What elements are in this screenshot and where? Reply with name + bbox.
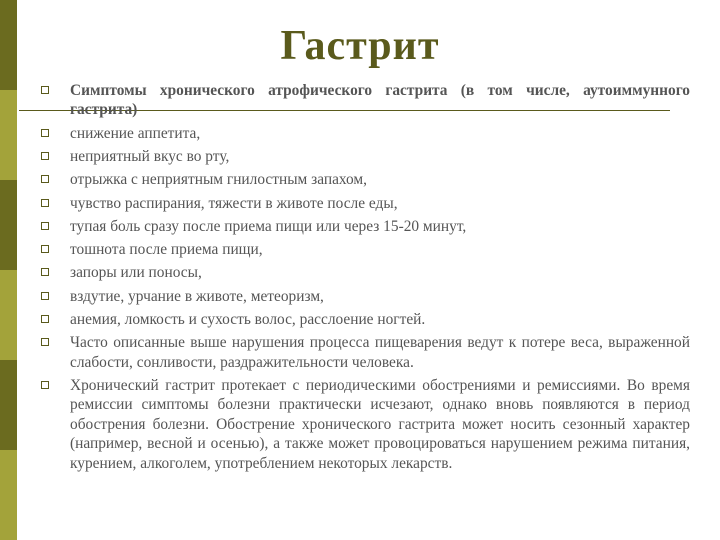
square-bullet-icon [41, 315, 49, 323]
decorative-side-bar [0, 0, 17, 540]
square-bullet-icon [41, 222, 49, 230]
square-bullet-icon [41, 199, 49, 207]
list-item [40, 170, 690, 189]
list-item-text: запоры или поносы, [70, 264, 202, 282]
list-item [40, 194, 690, 213]
square-bullet-icon [41, 338, 49, 346]
square-bullet-icon [41, 152, 49, 160]
list-item [40, 217, 690, 236]
list-item [40, 333, 690, 372]
list-item [40, 147, 690, 166]
list-item [40, 310, 690, 329]
square-bullet-icon [41, 86, 49, 94]
list-item-text: Симптомы хронического атрофического гастрита (в том числе, аутоиммунного гастрита) [70, 82, 690, 119]
list-item [40, 240, 690, 259]
square-bullet-icon [41, 292, 49, 300]
list-item-text: Хронический гастрит протекает с периодическими обострениями и ремиссиями. Во время ремиссии симптомы болезни практически исчезают, однако вновь появляются в период обострения болезни. Обострение хронического гастрита может носить сезонный характер (например, весной и осенью), а также может провоцироваться нарушением режима питания, курением, алкоголем, употреблением некоторых лекарств. [70, 377, 690, 472]
square-bullet-icon [41, 268, 49, 276]
list-item [40, 376, 690, 473]
square-bullet-icon [41, 129, 49, 137]
slide-title: Гастрит [280, 23, 440, 69]
list-item-text: вздутие, урчание в животе, метеоризм, [70, 287, 324, 305]
square-bullet-icon [41, 175, 49, 183]
list-item [40, 81, 690, 120]
list-item [40, 287, 690, 306]
list-item [40, 124, 690, 143]
list-item-text: неприятный вкус во рту, [70, 148, 230, 165]
list-item-text: тошнота после приема пищи, [70, 241, 263, 259]
list-item-text: снижение аппетита, [70, 124, 201, 142]
list-item-text: чувство распирания, тяжести в животе после еды, [70, 194, 398, 212]
list-item-text: анемия, ломкость и сухость волос, расслоение ногтей. [70, 311, 426, 329]
square-bullet-icon [41, 245, 49, 253]
list-item-text: Часто описанные выше нарушения процесса пищеварения ведут к потере веса, выраженной слабости, сонливости, раздражительности человека. [70, 334, 690, 371]
list-item-text: отрыжка с неприятным гнилостным запахом, [70, 171, 368, 189]
list-item [40, 263, 690, 282]
bullet-list [40, 81, 690, 477]
square-bullet-icon [41, 381, 49, 389]
list-item-text: тупая боль сразу после приема пищи или через 15-20 минут, [70, 217, 467, 235]
